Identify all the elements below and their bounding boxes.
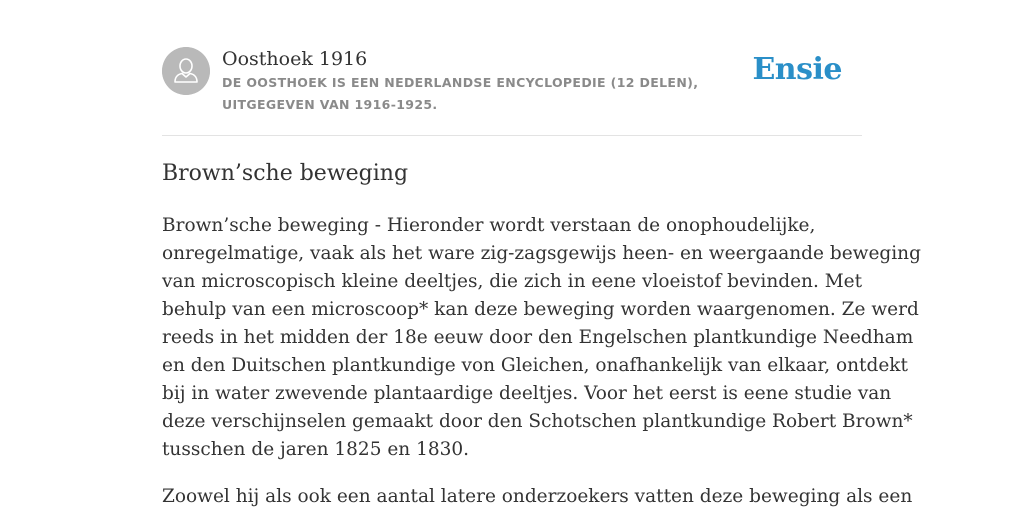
text-line: bij in water zwevende plantaardige deeltjes. Voor het eerst is eene studie van	[162, 383, 892, 404]
text-line: behulp van een microscoop* kan deze beweging worden waargenomen. Ze werd	[162, 299, 919, 320]
source-header	[162, 47, 862, 135]
text-line: Brown’sche beweging - Hieronder wordt verstaan de onophoudelijke,	[162, 215, 816, 236]
text-line: Zoowel hij als ook een aantal latere onderzoekers vatten deze beweging als een	[162, 486, 913, 507]
text-line: van microscopisch kleine deeltjes, die zich in eene vloeistof bevinden. Met	[162, 271, 863, 292]
text-line: reeds in het midden der 18e eeuw door den Engelschen plantkundige Needham	[162, 327, 914, 348]
brand-logo[interactable]: Ensie	[752, 52, 842, 87]
paragraph	[162, 483, 913, 511]
paragraph-gap	[162, 464, 862, 483]
text-line: deze verschijnselen gemaakt door den Schotschen plantkundige Robert Brown*	[162, 411, 913, 432]
article-body	[162, 212, 921, 511]
article-title: Brown’sche beweging	[162, 161, 409, 186]
text-line: onregelmatige, vaak als het ware zig-zagsgewijs heen- en weergaande beweging	[162, 243, 921, 264]
paragraph	[162, 212, 921, 464]
source-description: DE OOSTHOEK IS EEN NEDERLANDSE ENCYCLOPEDIE (12 DELEN), UITGEGEVEN VAN 1916-1925.	[222, 75, 699, 112]
text-line: tusschen de jaren 1825 en 1830.	[162, 439, 470, 460]
header-divider	[162, 135, 862, 136]
source-avatar[interactable]	[162, 47, 210, 95]
text-line: en den Duitschen plantkundige von Gleichen, onafhankelijk van elkaar, ontdekt	[162, 355, 908, 376]
source-title[interactable]: Oosthoek 1916	[222, 48, 368, 70]
user-silhouette-icon	[162, 47, 210, 95]
